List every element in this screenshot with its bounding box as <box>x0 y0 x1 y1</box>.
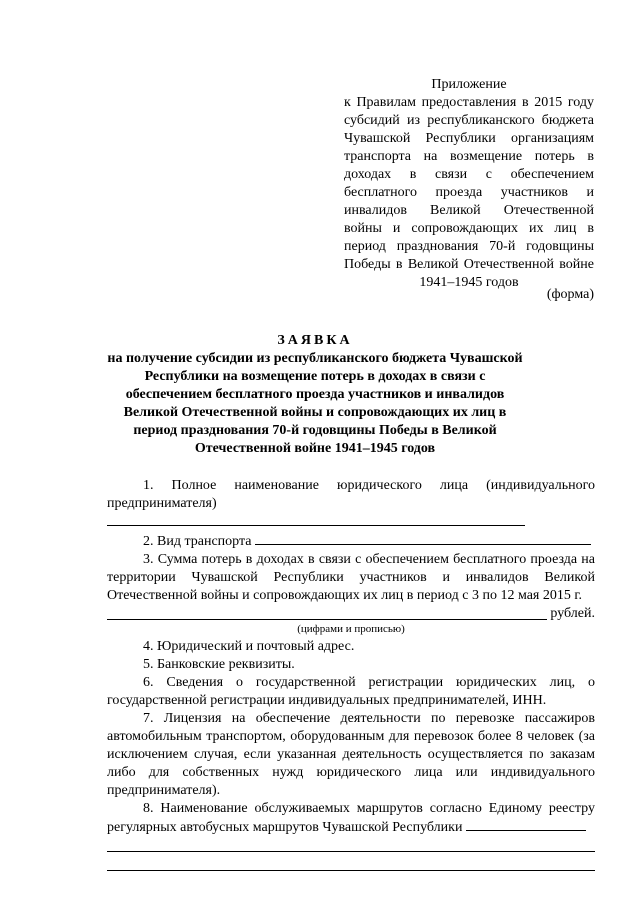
item-4: 4. Юридический и почтовый адрес. <box>143 639 355 654</box>
item-8-fill-line-1 <box>107 837 595 852</box>
item-2 <box>107 532 595 551</box>
item-3-currency: рублей. <box>550 606 595 621</box>
application-items <box>107 477 595 875</box>
item-3-text: 3. Сумма потерь в доходах в связи с обеспечением бесплатного проезда на территории Чувашской Республики участников и инвалидов Великой Отечественной войны и сопровождающих их лиц в период с 3 по 12 мая 2015 г. <box>107 552 595 603</box>
item-8-text: 8. Наименование обслуживаемых маршрутов согласно Единому реестру регулярных автобусных маршрутов Чувашской Республики <box>107 801 595 835</box>
item-2-text: 2. Вид транспорта <box>143 534 252 549</box>
document-title: ЗАЯВКА <box>277 333 353 348</box>
item-8-blank <box>466 818 586 831</box>
item-3-amount-row <box>107 605 595 623</box>
item-6: 6. Сведения о государственной регистрации юридических лиц, о государственной регистрации индивидуальных предпринимателей, ИНН. <box>107 675 595 708</box>
item-5: 5. Банковские реквизиты. <box>143 657 295 672</box>
item-8-fill-line-2 <box>107 856 595 871</box>
document-subtitle: на получение субсидии из республиканского бюджета Чувашской Республики на возмещение потерь в доходах в связи с обеспечением бесплатного проезда участников и инвалидов Великой Отечественной войны и сопровождающих их лиц в период празднования 70-й годовщины Победы в Великой Отечественной войне 1941–1945 годов <box>107 351 523 456</box>
form-label: (форма) <box>546 287 594 302</box>
appendix-text: к Правилам предоставления в 2015 году субсидий из республиканского бюджета Чувашской Республики организациям транспорта на возмещение потерь в доходах в связи с обеспечением бесплатного проезда участников и инвалидов Великой Отечественной войны и сопровождающих их лиц в период празднования 70-й годовщины Победы в Великой Отечественной войне 1941–1945 годов <box>344 95 594 290</box>
item-3-caption: (цифрами и прописью) <box>297 623 405 635</box>
item-3 <box>107 551 595 605</box>
item-1 <box>107 477 595 532</box>
appendix-title: Приложение <box>431 77 507 92</box>
item-2-blank <box>255 532 591 545</box>
item-3-amount-blank <box>107 605 547 620</box>
appendix-block <box>344 76 594 292</box>
item-1-blank <box>107 513 525 526</box>
item-1-text: 1. Полное наименование юридического лица (индивидуального предпринимателя) <box>107 478 595 511</box>
item-7: 7. Лицензия на обеспечение деятельности по перевозке пассажиров автомобильным транспортом, оборудованным для перевозок более 8 человек (за исключением случая, если указанная деятельность осуществляется по заказам либо для собственных нужд юридического лица или индивидуального предпринимателя). <box>107 711 595 798</box>
item-8 <box>107 800 595 837</box>
document-heading <box>100 332 530 458</box>
